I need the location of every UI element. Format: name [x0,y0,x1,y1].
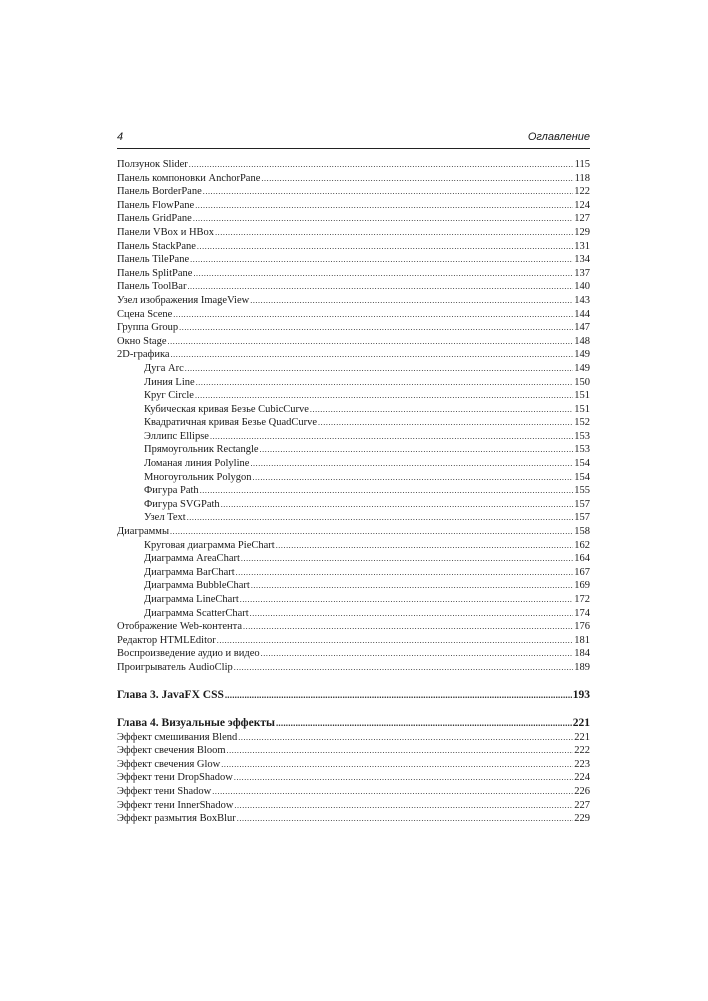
toc-leader-dots [261,647,574,661]
toc-entry-label: Узел Text [144,512,186,524]
toc-entry-page: 184 [574,648,590,660]
toc-leader-dots [195,389,573,403]
toc-entry-label: Эффект размытия BoxBlur [117,813,236,825]
toc-entry-page: 147 [574,322,590,334]
toc-subentry[interactable] [117,579,590,593]
toc-entry[interactable] [117,185,590,199]
toc-entry-label: Панель BorderPane [117,186,202,198]
toc-entry-label: Панель GridPane [117,213,192,225]
toc-entry[interactable] [117,661,590,675]
toc-entry-label: Панель ToolBar [117,281,187,293]
toc-leader-dots [185,362,574,376]
toc-entry-page: 129 [574,226,590,238]
toc-entry-page: 174 [574,607,590,619]
toc-entry-page: 140 [574,281,590,293]
toc-entry[interactable] [117,758,590,772]
toc-entry-page: 127 [574,213,590,225]
toc-leader-dots [193,267,573,281]
toc-entry-label: Ползунок Slider [117,159,188,170]
toc-entry-page: 176 [574,621,590,633]
toc-entry[interactable] [117,280,590,294]
toc-entry-label: Глава 4. Визуальные эффекты [117,716,275,729]
toc-leader-dots [250,607,574,621]
toc-leader-dots [179,321,573,335]
table-of-contents [117,158,590,826]
toc-entry[interactable] [117,308,590,322]
toc-entry[interactable] [117,812,590,826]
toc-leader-dots [210,430,573,444]
toc-entry[interactable] [117,525,590,539]
toc-entry-page: 221 [574,731,590,743]
toc-leader-dots [234,661,573,675]
toc-entry-label: Квадратичная кривая Безье QuadCurve [144,417,318,429]
toc-entry-page: 154 [574,458,590,470]
toc-leader-dots [227,744,574,758]
toc-leader-dots [260,443,574,457]
toc-entry-label: Диаграмма AreaChart [144,553,240,565]
toc-entry-label: Фигура SVGPath [144,498,220,510]
toc-entry-label: Ломаная линия Polyline [144,458,250,470]
toc-leader-dots [173,308,573,322]
toc-leader-dots [234,799,573,813]
toc-entry-page: 222 [574,745,590,757]
toc-subentry[interactable] [117,607,590,621]
toc-entry-label: Редактор HTMLEditor [117,634,216,646]
toc-subentry[interactable] [117,389,590,403]
toc-leader-dots [215,226,573,240]
toc-entry-label: Круговая диаграмма PieChart [144,539,275,551]
toc-subentry[interactable] [117,593,590,607]
toc-entry-label: Сцена Scene [117,308,173,320]
toc-entry[interactable] [117,799,590,813]
toc-leader-dots [240,593,574,607]
toc-leader-dots [253,471,574,485]
toc-entry-page: 189 [574,661,590,673]
toc-entry-page: 148 [574,335,590,347]
running-header [117,131,590,147]
toc-entry-page: 131 [574,240,590,252]
toc-entry-label: Группа Group [117,322,179,334]
toc-subentry[interactable] [117,430,590,444]
toc-entry-label: Панель SplitPane [117,267,193,279]
toc-subentry[interactable] [117,376,590,390]
toc-leader-dots [187,511,574,525]
toc-entry-label: Эффект тени Shadow [117,785,212,797]
toc-entry[interactable] [117,199,590,213]
toc-entry[interactable] [117,620,590,634]
toc-entry-page: 158 [574,526,590,538]
toc-leader-dots [200,484,574,498]
toc-entry-page: 134 [574,254,590,266]
header-rule [117,148,590,149]
toc-leader-dots [168,335,574,349]
toc-entry-page: 162 [574,539,590,551]
toc-subentry[interactable] [117,362,590,376]
toc-entry-label: Эффект тени DropShadow [117,772,233,784]
toc-subentry[interactable] [117,471,590,485]
toc-entry[interactable] [117,785,590,799]
toc-leader-dots [171,348,574,362]
toc-entry-label: 2D-графика [117,349,170,361]
toc-entry[interactable] [117,321,590,335]
toc-entry-page: 122 [574,186,590,198]
toc-leader-dots [193,212,573,226]
toc-entry-label: Проигрыватель AudioClip [117,661,233,673]
toc-entry-label: Фигура Path [144,485,199,497]
toc-entry[interactable] [117,335,590,349]
toc-entry-page: 153 [574,444,590,456]
toc-entry-label: Кубическая кривая Безье CubicCurve [144,403,309,415]
toc-gap [117,675,590,687]
toc-leader-dots [195,199,573,213]
toc-leader-dots [217,634,573,648]
toc-leader-dots [251,579,573,593]
toc-entry-page: 124 [574,199,590,211]
toc-entry[interactable] [117,294,590,308]
toc-entry-page: 164 [574,553,590,565]
toc-entry-label: Диаграмма BubbleChart [144,580,250,592]
toc-entry-page: 181 [574,634,590,646]
toc-entry-label: Многоугольник Polygon [144,471,252,483]
toc-leader-dots [261,172,573,186]
toc-entry-label: Эффект свечения Bloom [117,745,226,757]
toc-entry-page: 226 [574,785,590,797]
toc-entry[interactable] [117,731,590,745]
toc-entry-page: 193 [572,688,590,701]
toc-entry-label: Панель FlowPane [117,199,195,211]
toc-entry[interactable] [117,158,590,172]
toc-leader-dots [197,240,573,254]
toc-entry-page: 137 [574,267,590,279]
toc-leader-dots [276,539,574,553]
toc-entry-page: 227 [574,799,590,811]
toc-entry-label: Эффект смешивания Blend [117,731,238,743]
toc-subentry[interactable] [117,403,590,417]
toc-subentry[interactable] [117,511,590,525]
toc-subentry[interactable] [117,498,590,512]
toc-entry-label: Глава 3. JavaFX CSS [117,688,224,701]
toc-entry-page: 151 [574,390,590,402]
toc-subentry[interactable] [117,416,590,430]
toc-entry-page: 221 [572,716,590,729]
toc-chapter-3[interactable] [117,687,590,703]
toc-entry-label: Дуга Arc [144,362,184,374]
toc-chapter-4[interactable] [117,715,590,731]
toc-entry-label: Диаграмма BarChart [144,566,235,578]
toc-block-chapter-4 [117,731,590,826]
toc-leader-dots [318,416,573,430]
toc-entry-page: 153 [574,430,590,442]
toc-gap [117,703,590,715]
toc-leader-dots [225,687,572,703]
toc-leader-dots [189,158,574,172]
toc-leader-dots [243,620,573,634]
toc-entry-label: Панель компоновки AnchorPane [117,172,261,184]
toc-entry-page: 157 [574,498,590,510]
toc-subentry[interactable] [117,566,590,580]
toc-entry-label: Эффект свечения Glow [117,758,221,770]
toc-leader-dots [250,457,573,471]
toc-leader-dots [196,376,574,390]
toc-leader-dots [238,731,573,745]
toc-entry-label: Круг Circle [144,390,194,402]
toc-leader-dots [221,758,573,772]
toc-block-chapter-2 [117,158,590,675]
toc-leader-dots [212,785,573,799]
toc-subentry[interactable] [117,457,590,471]
toc-entry-label: Узел изображения ImageView [117,294,250,306]
toc-entry[interactable] [117,771,590,785]
toc-leader-dots [237,812,573,826]
toc-entry-label: Диаграмма LineChart [144,594,239,605]
toc-entry-label: Окно Stage [117,335,167,347]
toc-entry-label: Панель TilePane [117,254,190,266]
toc-entry-label: Линия Line [144,376,195,388]
toc-entry-label: Эллипс Ellipse [144,430,209,442]
toc-entry[interactable] [117,647,590,661]
toc-entry-page: 144 [574,308,590,320]
toc-entry-label: Отображение Web-контента [117,621,242,633]
toc-entry[interactable] [117,212,590,226]
toc-entry-page: 223 [574,758,590,770]
toc-entry-label: Панели VBox и HBox [117,226,215,238]
toc-entry-page: 155 [574,485,590,497]
toc-entry-page: 118 [574,172,590,184]
toc-leader-dots [250,294,573,308]
toc-subentry[interactable] [117,484,590,498]
toc-subentry[interactable] [117,539,590,553]
toc-subentry[interactable] [117,443,590,457]
toc-entry-page: 229 [574,813,590,825]
toc-leader-dots [221,498,574,512]
toc-entry-page: 154 [574,471,590,483]
toc-entry-page: 150 [574,376,590,388]
toc-entry-page: 224 [574,772,590,784]
toc-entry[interactable] [117,172,590,186]
toc-entry-page: 115 [574,159,590,170]
toc-leader-dots [241,552,573,566]
toc-entry-page: 151 [574,403,590,415]
toc-leader-dots [203,185,574,199]
toc-entry-page: 152 [574,417,590,429]
toc-entry-page: 172 [574,594,590,605]
toc-entry-page: 149 [574,362,590,374]
toc-leader-dots [276,715,572,731]
toc-entry-label: Диаграммы [117,526,170,538]
toc-entry[interactable] [117,240,590,254]
toc-entry[interactable] [117,267,590,281]
toc-entry[interactable] [117,348,590,362]
toc-entry-label: Диаграмма ScatterChart [144,607,249,619]
toc-leader-dots [170,525,573,539]
toc-entry[interactable] [117,226,590,240]
page-number: 4 [117,131,124,143]
toc-leader-dots [236,566,574,580]
toc-leader-dots [187,280,573,294]
toc-leader-dots [190,253,573,267]
toc-entry[interactable] [117,253,590,267]
toc-entry[interactable] [117,634,590,648]
toc-subentry[interactable] [117,552,590,566]
toc-entry-page: 149 [574,349,590,361]
toc-entry-label: Воспроизведение аудио и видео [117,648,260,660]
toc-entry-label: Панель StackPane [117,240,196,252]
toc-entry-page: 157 [574,512,590,524]
toc-entry-label: Прямоугольник Rectangle [144,444,259,456]
toc-entry-label: Эффект тени InnerShadow [117,799,234,811]
toc-entry[interactable] [117,744,590,758]
toc-entry-page: 167 [574,566,590,578]
toc-leader-dots [310,403,573,417]
section-title: Оглавление [527,131,590,143]
toc-leader-dots [234,771,573,785]
toc-entry-page: 143 [574,294,590,306]
toc-entry-page: 169 [574,580,590,592]
